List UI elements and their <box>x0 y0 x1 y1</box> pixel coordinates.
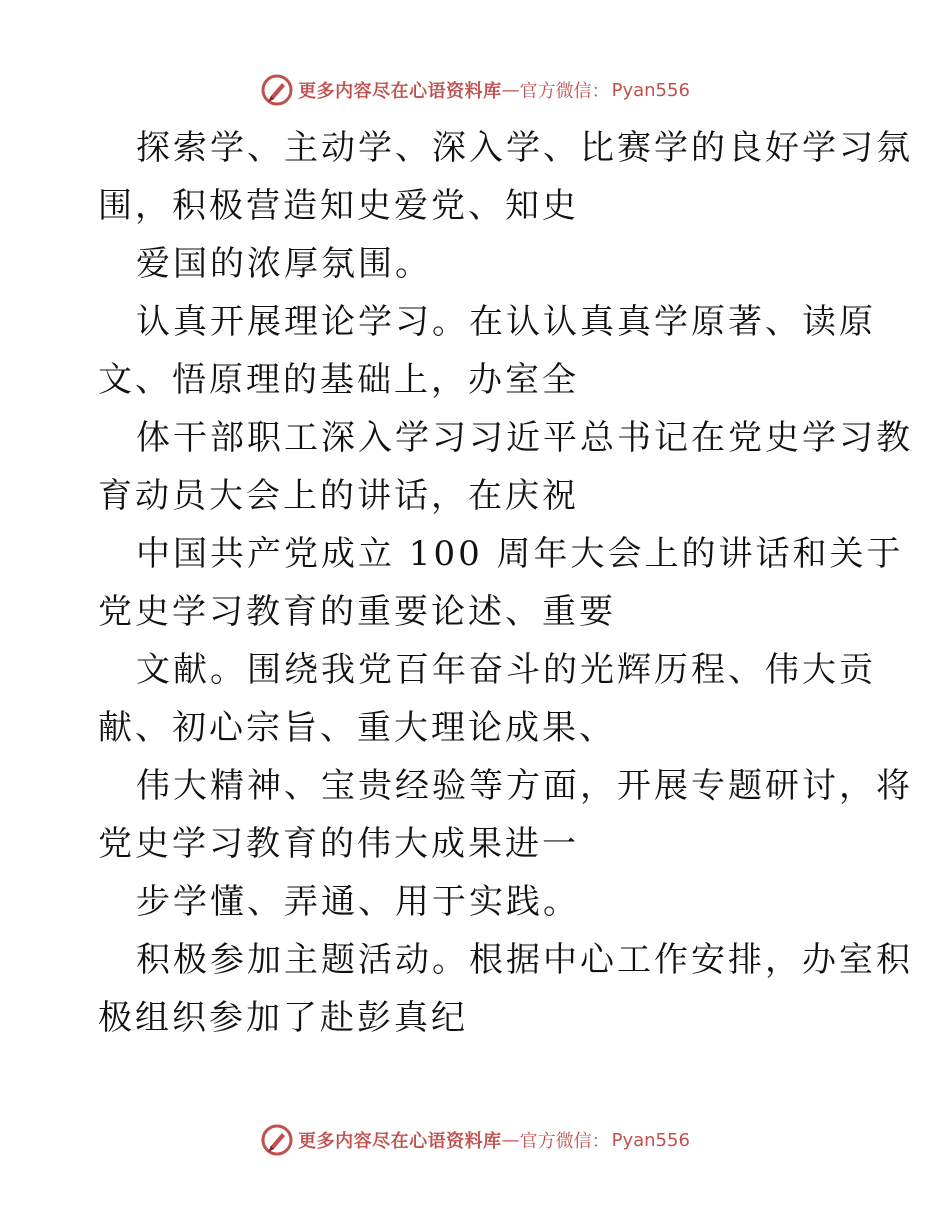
text-line: 文献。围绕我党百年奋斗的光辉历程、伟大贡 <box>136 650 876 690</box>
text-line: 中国共产党成立 100 周年大会上的讲话和关于 <box>136 534 904 574</box>
text-line: 党史学习教育的重要论述、重要 <box>98 592 616 632</box>
watermark-dash: — <box>501 79 520 101</box>
text-line: 探索学、主动学、深入学、比赛学的良好学习氛 <box>136 128 913 168</box>
watermark-dash: — <box>501 1129 520 1151</box>
text-line: 极组织参加了赴彭真纪 <box>98 998 468 1038</box>
text-line: 积极参加主题活动。根据中心工作安排，办室积 <box>136 940 913 980</box>
text-line: 体干部职工深入学习习近平总书记在党史学习教 <box>136 418 913 458</box>
watermark-id: Pyan556 <box>611 79 690 101</box>
watermark-main-text: 更多内容尽在心语资料库 <box>298 1131 502 1152</box>
text-line: 步学懂、弄通、用于实践。 <box>136 882 580 922</box>
watermark-label: 官方微信： <box>519 81 610 102</box>
text-line: 文、悟原理的基础上，办室全 <box>98 360 579 400</box>
watermark-id: Pyan556 <box>611 1129 690 1151</box>
text-line: 育动员大会上的讲话，在庆祝 <box>98 476 579 516</box>
text-line: 认真开展理论学习。在认认真真学原著、读原 <box>136 302 876 342</box>
footer-watermark <box>0 1120 950 1160</box>
text-line: 伟大精神、宝贵经验等方面，开展专题研讨，将 <box>136 766 913 806</box>
pen-logo-icon <box>260 73 294 107</box>
watermark-label: 官方微信： <box>519 1131 610 1152</box>
text-line: 献、初心宗旨、重大理论成果、 <box>98 708 616 748</box>
text-line: 党史学习教育的伟大成果进一 <box>98 824 579 864</box>
header-watermark <box>0 70 950 110</box>
pen-logo-icon <box>260 1123 294 1157</box>
text-line: 围，积极营造知史爱党、知史 <box>98 186 579 226</box>
watermark-main-text: 更多内容尽在心语资料库 <box>298 81 502 102</box>
text-line: 爱国的浓厚氛围。 <box>136 244 432 284</box>
